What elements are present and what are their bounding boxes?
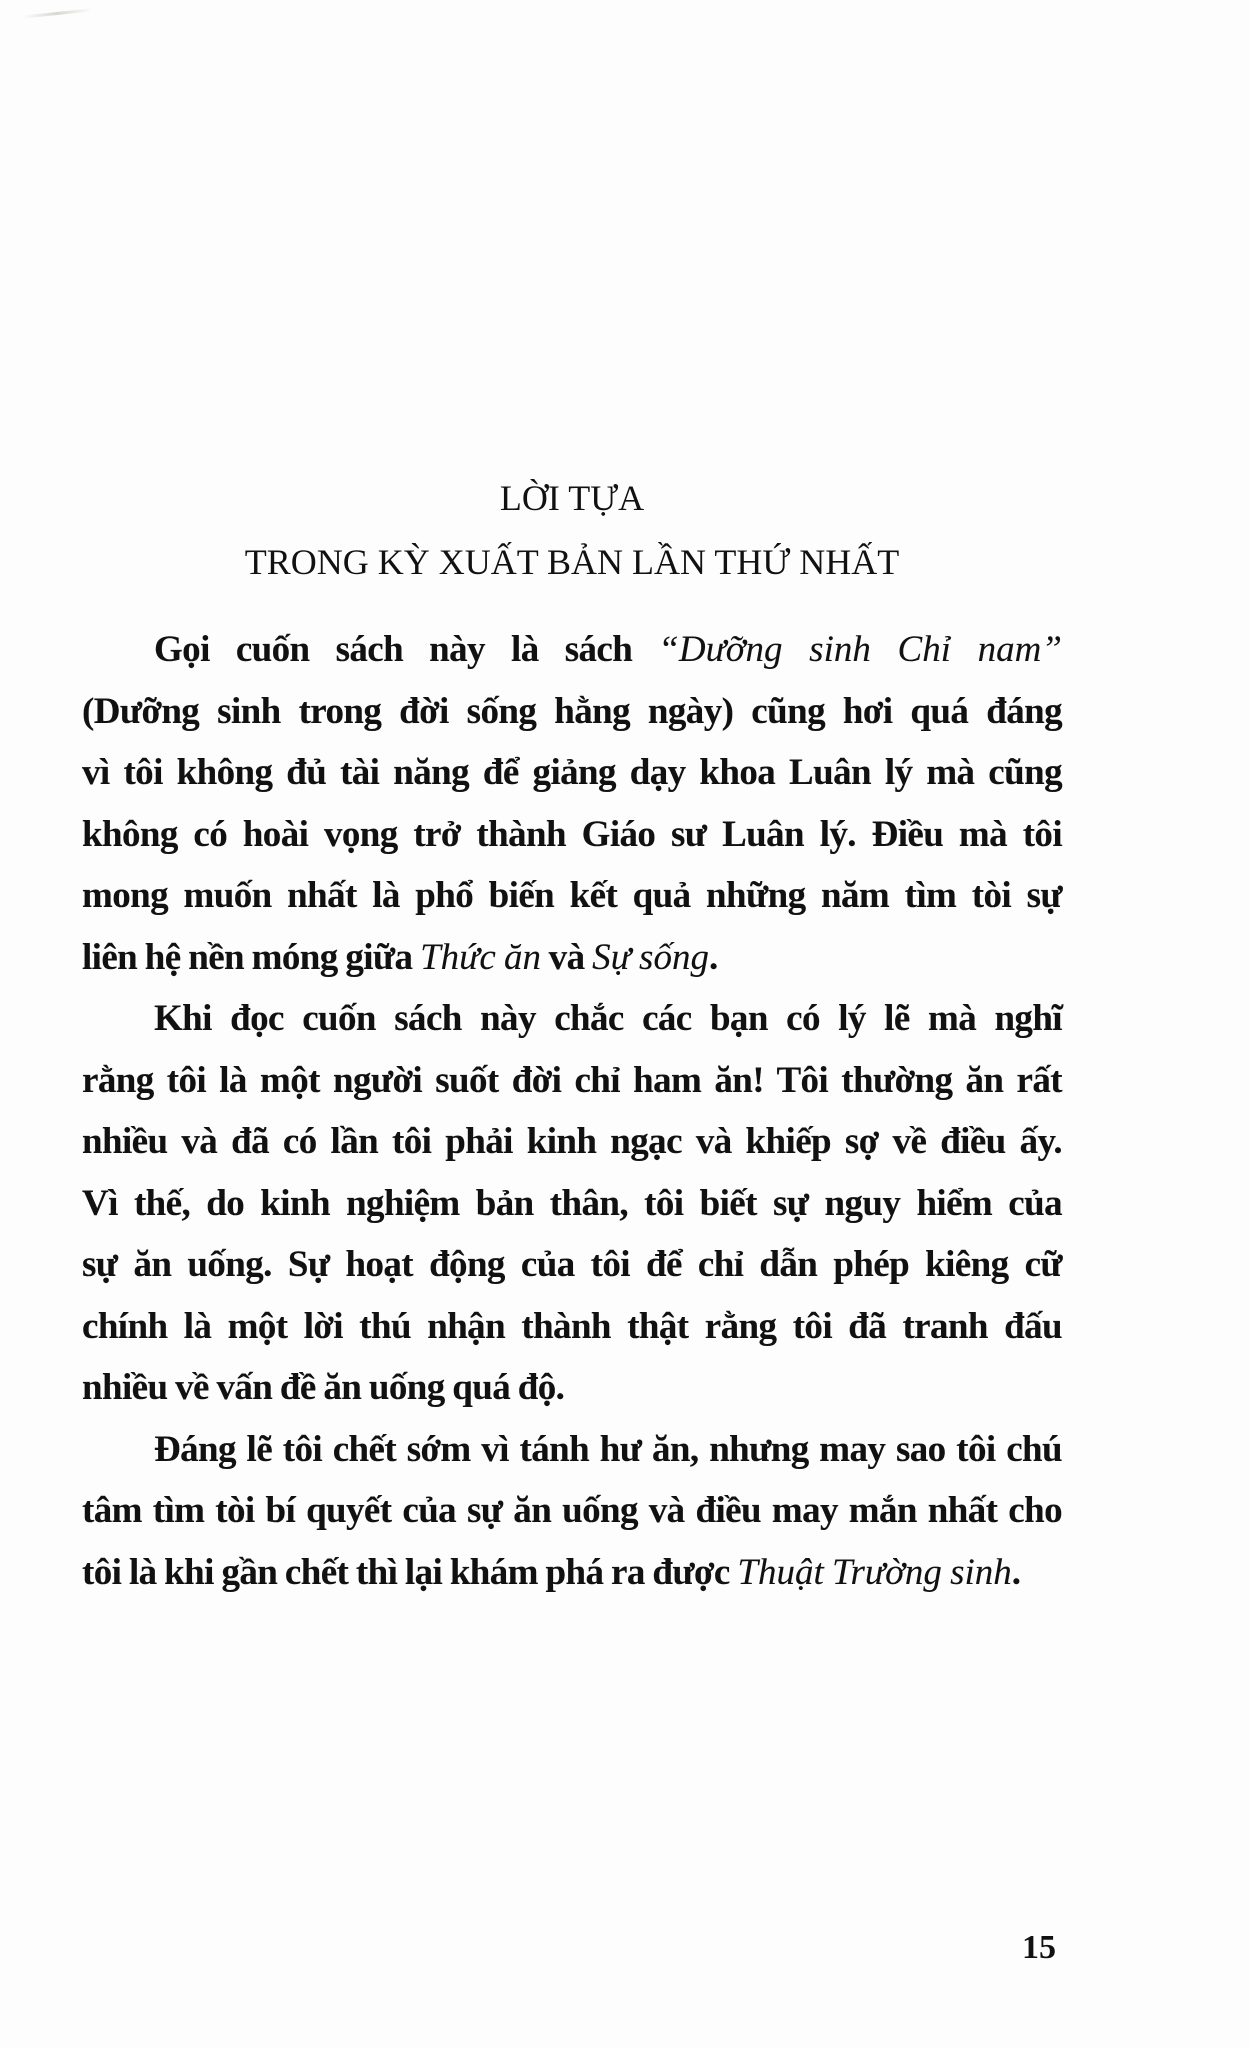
text-segment: Đáng lẽ tôi chết sớm vì tánh hư ăn, nhưng may sao tôi chú <box>154 1428 1062 1470</box>
text-line <box>82 811 1062 873</box>
text-segment: vì tôi không đủ tài năng để giảng dạy khoa Luân lý mà cũng <box>82 752 1062 793</box>
text-line <box>82 1241 1062 1303</box>
text-line <box>82 872 1062 934</box>
text-segment: không có hoài vọng trở thành Giáo sư Luân lý. Điều mà tôi <box>82 813 1062 855</box>
text-line <box>82 1364 1062 1426</box>
text-line <box>82 688 1062 750</box>
text-segment: và <box>541 936 593 978</box>
scan-smudge <box>22 8 92 18</box>
text-segment: Khi đọc cuốn sách này chắc các bạn có lý lẽ mà nghĩ <box>154 998 1062 1039</box>
text-line <box>82 1057 1062 1119</box>
text-line <box>82 1118 1062 1180</box>
italic-phrase: Thức ăn <box>420 936 542 978</box>
body-text <box>82 626 1062 1610</box>
text-segment: nhiều về vấn đề ăn uống quá độ. <box>82 1367 565 1408</box>
italic-phrase: Sự sống <box>592 936 709 978</box>
text-line <box>82 626 1062 688</box>
text-segment: liên hệ nền móng giữa <box>82 936 421 978</box>
text-line <box>82 995 1062 1057</box>
text-segment: sự ăn uống. Sự hoạt động của tôi để chỉ dẫn phép kiêng cữ <box>82 1244 1062 1285</box>
italic-phrase: “Dưỡng sinh Chỉ nam” <box>658 629 1062 670</box>
paragraph <box>82 1426 1062 1611</box>
text-segment: Gọi cuốn sách này là sách <box>154 629 659 670</box>
text-line <box>82 1549 1062 1611</box>
text-segment: nhiều và đã có lần tôi phải kinh ngạc và khiếp sợ về điều ấy. <box>82 1121 1062 1162</box>
text-segment: . <box>708 936 718 978</box>
paragraph <box>82 626 1062 995</box>
text-line <box>82 1303 1062 1365</box>
text-segment: mong muốn nhất là phổ biến kết quả những năm tìm tòi sự <box>82 875 1062 916</box>
text-segment: . <box>1011 1551 1021 1593</box>
text-line <box>82 749 1062 811</box>
text-line <box>82 934 1062 996</box>
text-segment: (Dưỡng sinh trong đời sống hằng ngày) cũng hơi quá đáng <box>82 690 1062 732</box>
text-segment: rằng tôi là một người suốt đời chỉ ham ăn! Tôi thường ăn rất <box>82 1059 1062 1101</box>
chapter-subtitle: TRONG KỲ XUẤT BẢN LẦN THỨ NHẤT <box>244 542 900 582</box>
text-segment: tôi là khi gần chết thì lại khám phá ra được <box>82 1551 738 1593</box>
page-number: 15 <box>1022 1929 1056 1966</box>
italic-phrase: Thuật Trường sinh <box>737 1551 1012 1593</box>
text-segment: tâm tìm tòi bí quyết của sự ăn uống và điều may mắn nhất cho <box>82 1490 1062 1531</box>
text-line <box>82 1487 1062 1549</box>
chapter-title: LỜI TỰA <box>499 478 645 518</box>
text-line <box>82 1426 1062 1488</box>
text-line <box>82 1180 1062 1242</box>
text-segment: Vì thế, do kinh nghiệm bản thân, tôi biết sự nguy hiểm của <box>82 1182 1062 1224</box>
text-segment: chính là một lời thú nhận thành thật rằng tôi đã tranh đấu <box>82 1305 1062 1347</box>
paragraph <box>82 995 1062 1426</box>
